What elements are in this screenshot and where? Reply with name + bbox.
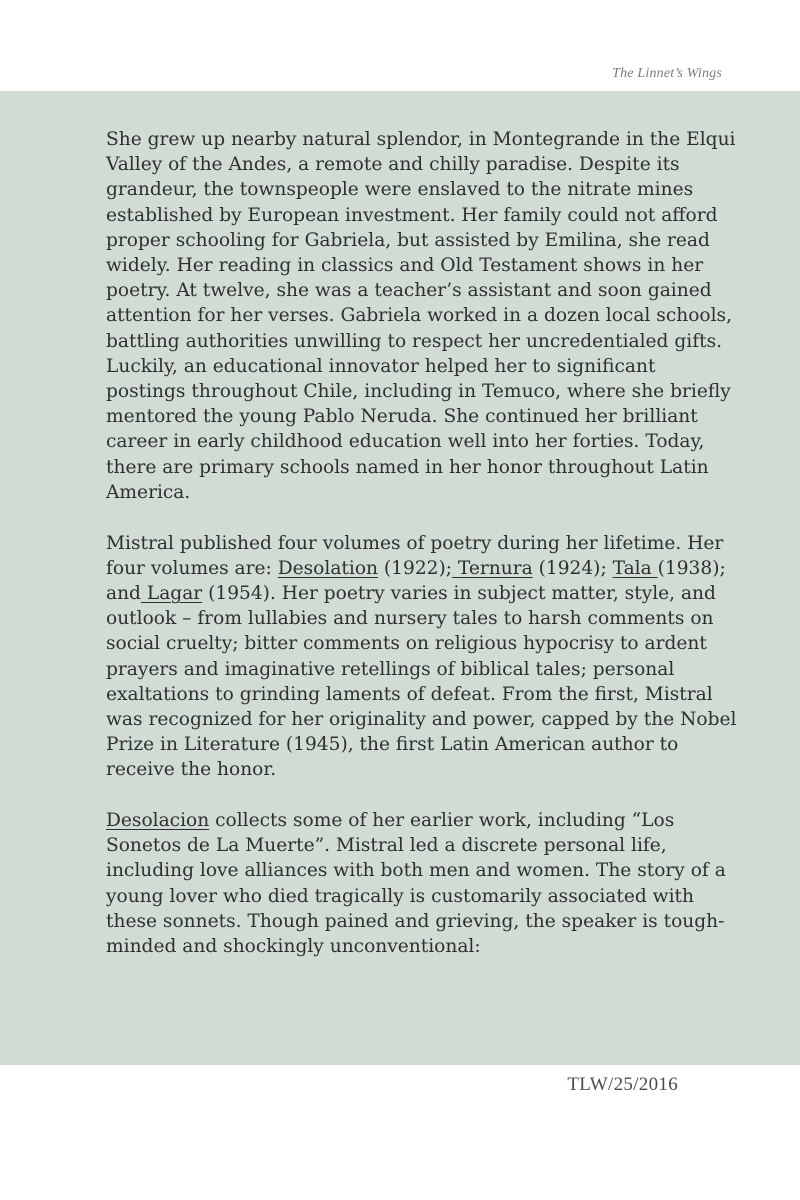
text-line: postings throughout Chile, including in Temuco, where she briefly — [106, 381, 731, 403]
text-line: grandeur, the townspeople were enslaved to the nitrate mines — [106, 179, 694, 201]
text-line: established by European investment. Her family could not afford — [106, 204, 718, 226]
text-run: (1924); — [532, 557, 613, 579]
text-line — [106, 808, 726, 833]
text-line — [106, 556, 726, 581]
paragraph-desolacion — [106, 808, 726, 959]
paragraph-volumes — [106, 531, 737, 783]
text-line: attention for her verses. Gabriela worked in a dozen local schools, — [106, 305, 732, 327]
text-line: receive the honor. — [106, 759, 277, 781]
text-run: (1954). Her poetry varies in subject matter, style, and — [202, 582, 716, 604]
text-run: and — [106, 582, 141, 604]
text-line: proper schooling for Gabriela, but assisted by Emilina, she read — [106, 229, 710, 251]
text-line: exaltations to grinding laments of defeat. From the first, Mistral — [106, 683, 713, 705]
text-line: She grew up nearby natural splendor, in Montegrande in the Elqui — [106, 129, 736, 150]
text-line: including love alliances with both men and women. The story of a — [106, 860, 726, 882]
text-line — [106, 581, 726, 606]
text-line: outlook – from lullabies and nursery tales to harsh comments on — [106, 608, 714, 630]
text-line: America. — [106, 481, 191, 503]
text-line: these sonnets. Though pained and grieving, the speaker is tough- — [106, 910, 725, 932]
text-line: mentored the young Pablo Neruda. She continued her brilliant — [106, 406, 698, 428]
text-run: four volumes are: — [106, 557, 278, 579]
text-run: (1938); — [657, 557, 726, 579]
page-folio: TLW/25/2016 — [567, 1074, 678, 1095]
text-line: career in early childhood education well into her forties. Today, — [106, 431, 705, 453]
book-title-desolation[interactable]: Desolation — [277, 557, 378, 579]
text-line: Luckily, an educational innovator helped her to significant — [106, 355, 656, 377]
text-line: there are primary schools named in her honor throughout Latin — [106, 456, 709, 478]
text-line: Prize in Literature (1945), the first Latin American author to — [106, 734, 679, 756]
text-line: Valley of the Andes, a remote and chilly paradise. Despite its — [106, 154, 680, 176]
text-run: collects some of her earlier work, including “Los — [209, 810, 675, 832]
text-line: social cruelty; bitter comments on religious hypocrisy to ardent — [106, 633, 707, 655]
text-run: (1922); — [378, 557, 453, 579]
book-title-lagar[interactable]: Lagar — [140, 582, 203, 604]
text-line: widely. Her reading in classics and Old Testament shows in her — [106, 255, 704, 277]
text-line: minded and shockingly unconventional: — [106, 936, 481, 958]
text-line: poetry. At twelve, she was a teacher’s assistant and soon gained — [106, 280, 712, 302]
text-line: prayers and imaginative retellings of biblical tales; personal — [106, 658, 675, 680]
book-title-tala[interactable]: Tala — [612, 557, 658, 579]
text-line: was recognized for her originality and power, capped by the Nobel — [106, 708, 737, 730]
text-line: battling authorities unwilling to respect her uncredentialed gifts. — [106, 330, 723, 352]
text-line: Mistral published four volumes of poetry during her lifetime. Her — [106, 532, 724, 554]
article-body — [106, 127, 737, 985]
book-title-desolacion[interactable]: Desolacion — [106, 810, 210, 832]
text-line: young lover who died tragically is customarily associated with — [106, 885, 694, 907]
paragraph-biography — [106, 127, 736, 505]
running-head-title: The Linnet’s Wings — [612, 66, 722, 81]
book-title-ternura[interactable]: Ternura — [452, 557, 533, 579]
text-line: Sonetos de La Muerte”. Mistral led a discrete personal life, — [106, 835, 667, 857]
